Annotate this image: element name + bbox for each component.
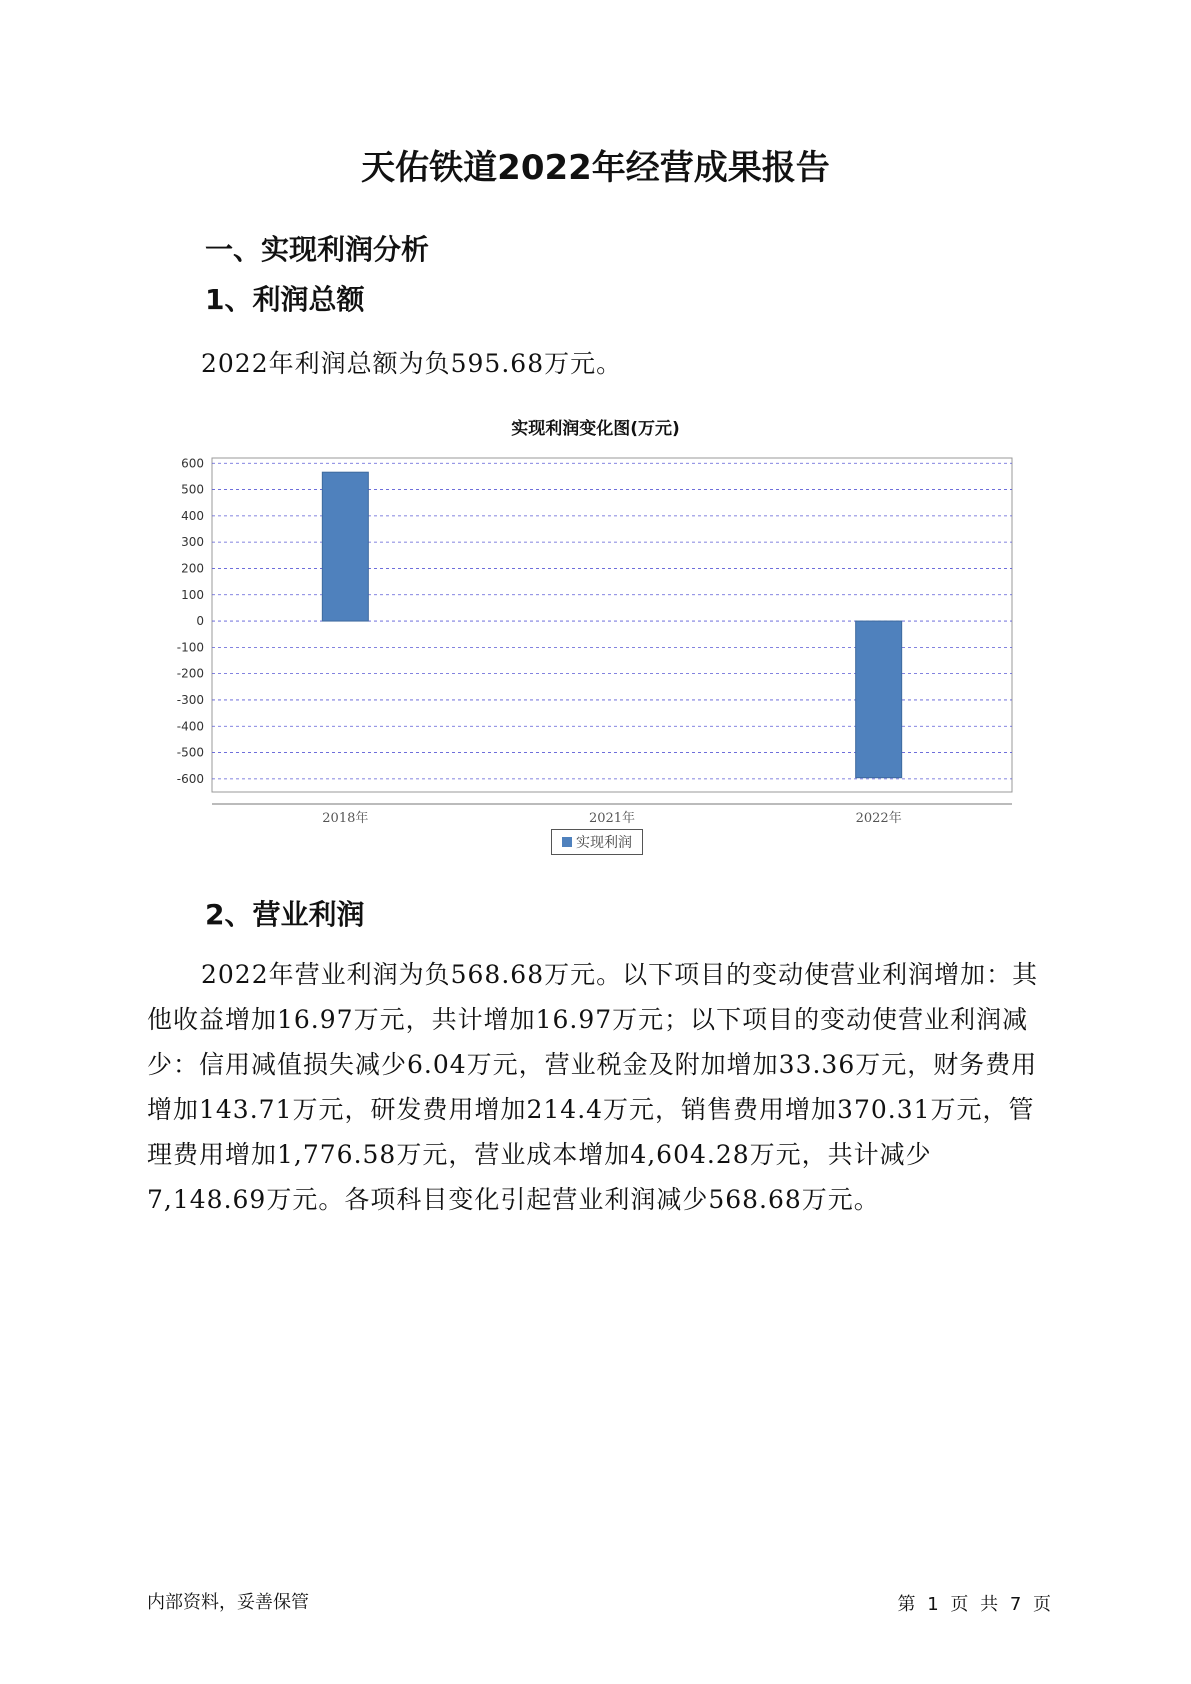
y-tick-label: 100 [181,587,204,602]
y-tick-label: -500 [176,745,204,760]
page-title: 天佑铁道2022年经营成果报告 [361,148,830,188]
x-tick-label: 2022年 [855,811,902,826]
y-tick-label: 0 [196,614,204,629]
profit-bar-chart [150,440,1030,835]
bar [322,472,368,621]
operating-profit-paragraph: 2022年营业利润为负568.68万元。以下项目的变动使营业利润增加：其他收益增加16.97万元，共计增加16.97万元；以下项目的变动使营业利润减少：信用减值损失减少6.04万元，营业税金及附加增加33.36万元，财务费用增加143.71万元，研发费用增加214.4万元，销售费用增加370.31万元，管理费用增加1,776.58万元，营业成本增加4,604.28万元，共计减少7,148.69万元。各项科目变化引起营业利润减少568.68万元。 [147,960,1039,1214]
subheading-total-profit: 1、利润总额 [205,283,365,316]
chart-legend [551,829,643,855]
legend-swatch [562,837,572,847]
section-heading-profit-analysis: 一、实现利润分析 [205,233,430,266]
total-profit-paragraph: 2022年利润总额为负595.68万元。 [201,349,623,378]
chart-title: 实现利润变化图(万元) [511,419,680,439]
y-tick-label: -100 [176,640,204,655]
y-tick-label: -600 [176,771,204,786]
footer-confidential-note: 内部资料，妥善保管 [147,1592,309,1613]
y-tick-label: -400 [176,719,204,734]
x-tick-label: 2021年 [588,811,636,826]
subheading-operating-profit: 2、营业利润 [205,898,365,931]
y-tick-label: 500 [181,482,204,497]
y-tick-label: -300 [176,692,204,707]
footer-page-number: 第 1 页 共 7 页 [897,1594,1051,1615]
y-tick-label: 400 [181,508,204,523]
y-tick-label: 200 [181,561,204,576]
bar [856,621,902,778]
x-tick-label: 2018年 [322,811,369,826]
y-tick-label: 300 [181,535,204,550]
y-tick-label: 600 [181,456,204,471]
y-tick-label: -200 [176,666,204,681]
legend-label: 实现利润 [576,835,632,851]
